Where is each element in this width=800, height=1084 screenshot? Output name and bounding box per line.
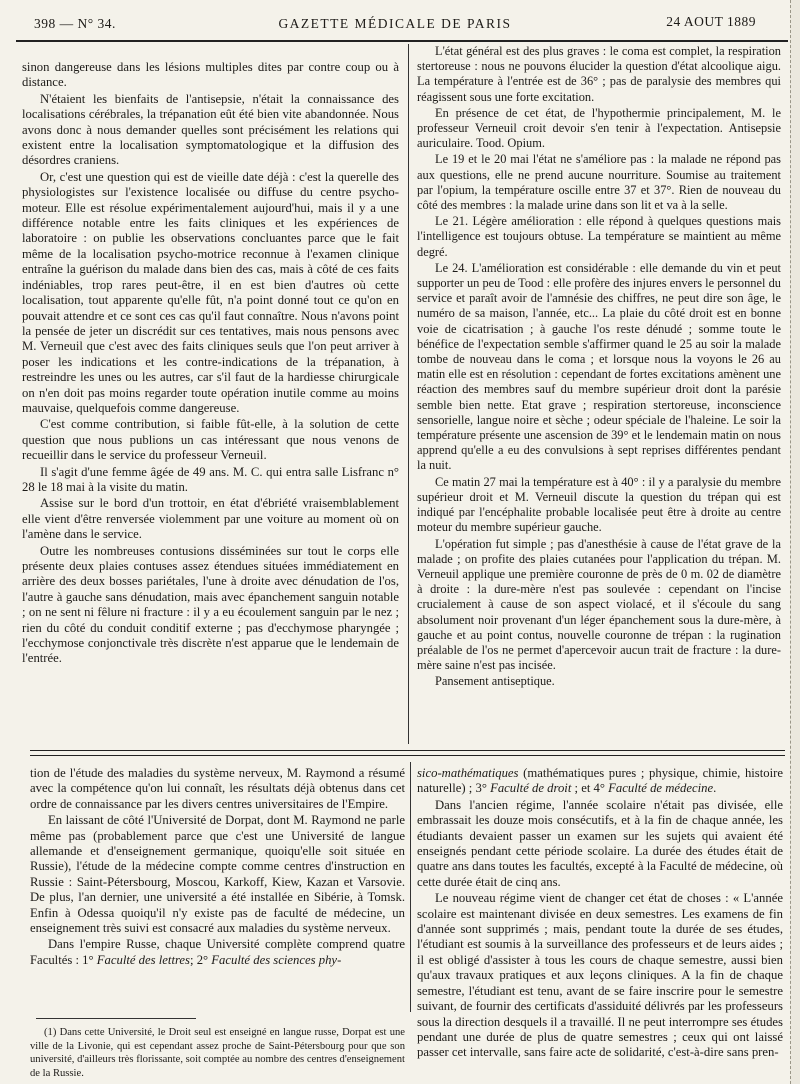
running-header <box>34 12 756 34</box>
issue-date: 24 AOUT 1889 <box>666 14 756 29</box>
upper-right-column <box>417 44 781 691</box>
paragraph: Le 24. L'amélioration est considérable : elle demande du vin et peut supporter un peu de Tood : elle profère des injures envers le personnel du service et paraît avoir de l'amnésie des chiffres, ne peut dire son âge, le numéro de sa maison, l'année, etc... La plaie du côté droit est en bonne voie de cicatrisation ; à gauche l'os reste dénudé ; somme toute le bénéfice de l'expectation semble s'affirmer quand le 25 au soir la malade tombe de nouveau dans le coma ; et lorsque nous la voyons le 26 au matin elle est en résolution : cependant de fortes excitations amènent une réaction des membres sauf du membre supérieur droit dont la parésie semble bien nette. Etat grave ; respiration stertoreuse, inconscience sensorielle, langue noire et sèche ; odeur spéciale de l'haleine. Le soir la température présente une ascension de 39° et le lendemain matin on nous apprend qu'elle a eu des convulsions à sept reprises différentes pendant la nuit. <box>417 260 781 473</box>
upper-left-column <box>22 60 399 668</box>
paragraph: Il s'agit d'une femme âgée de 49 ans. M. C. qui entra salle Lisfranc n° 28 le 18 mai à la visite du matin. <box>22 464 399 494</box>
footnote-rule <box>36 1018 196 1019</box>
paragraph: Le 19 et le 20 mai l'état ne s'améliore pas : la malade ne répond pas aux questions, elle ne prend aucune nourriture. Soumise au traitement par l'opium, la température oscille entre 37 et 37°. Rien de nouveau du côté des membres : la malade urine dans son lit et va à la selle. <box>417 152 781 213</box>
lower-right-column <box>417 766 783 1062</box>
italic-run: Faculté de médecine <box>608 781 714 796</box>
journal-title: GAZETTE MÉDICALE DE PARIS <box>278 16 512 31</box>
text-run: ; 2° <box>190 952 212 967</box>
paragraph: En laissant de côté l'Université de Dorpat, dont M. Raymond ne parle même pas (probablement parce que c'est une Université de langue allemande et d'enseignement germanique, quoiqu'elle soit située en Russie), l'étude de la médecine compte comme centres d'instruction en Russie : Saint-Pétersbourg, Moscou, Karkoff, Kiew, Kazan et Varsovie. De plus, l'an dernier, une université a été installée en Sibérie, à Tomsk. Enfin à Odessa quoiqu'il n'y existe pas de faculté de médecine, un enseignement très suivi est consacré aux maladies du système nerveux. <box>30 813 405 936</box>
section-rule <box>30 750 785 751</box>
paragraph: Le nouveau régime vient de changer cet état de choses : « L'année scolaire est maintenant divisée en deux semestres. Les examens de fin d'année sont supprimés ; mais, pendant toute la durée de ses études, l'étudiant est soumis à la surveillance des professeurs et de leurs aides ; il est obligé d'assister à tous les cours de chaque semestre, aussi bien qu'aux travaux pratiques et aux leçons cliniques. A la fin de chaque semestre, l'étudiant est tenu, avant de se faire inscrire pour le semestre suivant, de fournir des certificats d'assiduité délivrés par les professeurs sous la direction desquels il a travaillé. Il ne peut interrompre ses études pendant une durée de plus de quatre semestres ; ceux qui ont laissé passer cet intervalle, sans faire acte de solidarité, c'est-à-dire sans pren- <box>417 891 783 1060</box>
paragraph: Outre les nombreuses contusions disséminées sur tout le corps elle présente deux plaies contuses assez étendues situées immédiatement en arrière des deux bosses pariétales, l'une à droite avec dénudation de l'os, l'autre à gauche sans dénudation, mais avec épanchement sanguin notable ; on ne sent ni fêlure ni fracture : il y a eu écoulement sanguin par le nez ; rien du côté du conduit conditif externe ; pas d'ecchymose pharyngée ; l'ecchymose conjonctivale très discrète n'est apparue que le lendemain de l'entrée. <box>22 543 399 666</box>
paragraph <box>417 766 783 797</box>
paragraph: C'est comme contribution, si faible fût-elle, à la solution de cette question que nous publions un cas intéressant que nous venons de recueillir dans le service du professeur Verneuil. <box>22 417 399 463</box>
footnote-text: (1) Dans cette Université, le Droit seul est enseigné en langue russe, Dorpat est une ville de la Livonie, qui est cependant assez proche de Saint-Pétersbourg pour que son université, d'ailleurs très florissante, soit comptée au nombre des centres d'enseignement de la Russie. <box>30 1027 405 1079</box>
section-rule <box>30 755 785 756</box>
paragraph: N'étaient les bienfaits de l'antisepsie, n'était la connaissance des localisations cérébrales, la trépanation eût été bien vite abandonnée. Nous avons donc à nous demander quelles sont précisément les relations qui existent entre la localisation symptomatologique et la diffusion des désordres craniens. <box>22 91 399 168</box>
column-divider <box>410 762 411 1012</box>
page-number: 398 — N° 34. <box>34 16 116 31</box>
text-run: (mathématiques pures ; physique, chimie, histoire naturelle) ; 3° <box>417 766 783 796</box>
footnote <box>30 1026 405 1080</box>
italic-run: Faculté des sciences phy- <box>211 952 342 967</box>
paragraph: tion de l'étude des maladies du système nerveux, M. Raymond a résumé avec la compétence qu'on lui connaît, les résultats déjà obtenus dans cet ordre de connaissance par les divers centres universitaires de l'Empire. <box>30 766 405 811</box>
paragraph: Ce matin 27 mai la température est à 40° : il y a paralysie du membre supérieur droit et M. Verneuil discute la question du trépan qui est indiqué par l'encéphalite probable localisée peut être à droite au centre moteur du membre supérieur gauche. <box>417 474 781 535</box>
paragraph: L'état général est des plus graves : le coma est complet, la respiration stertoreuse : nous ne pouvons élucider la question d'état alcoolique aigu. La température à l'entrée est de 36° ; pas de paralysie des membres qui réagissent sous une forte excitation. <box>417 44 781 104</box>
italic-run: Faculté des lettres <box>96 952 190 967</box>
header-rule <box>16 40 788 42</box>
paragraph: Pansement antiseptique. <box>435 674 555 689</box>
paragraph <box>30 937 405 968</box>
text-run: . <box>713 781 717 796</box>
paragraph: En présence de cet état, de l'hypothermie principalement, M. le professeur Verneuil croit devoir s'en tenir à l'expectation. Antisepsie auriculaire. Tood. Opium. <box>417 105 781 151</box>
column-divider <box>408 44 409 744</box>
text-run: ; et 4° <box>571 781 609 796</box>
paragraph: Or, c'est une question qui est de vieille date déjà : c'est la querelle des physiologistes sur l'existence localisée ou diffuse du centre psycho-moteur. Elle est résolue expérimentalement aujourd'hui, mais il y a une différence notable entre les faits cliniques et les expériences de laboratoire : on publie les observations concluantes parce que le fait même de la localisation psycho-motrice reconnue à l'examen clinique entraîne la guérison du malade dans bien des cas, mais à côté de ces faits indéniables, trop rares peut-être, il en est bien d'autres où cette localisation, tout apparente qu'elle fût, n'a point donné tout ce qu'on en pouvait attendre et ce sont ces cas qu'il faut connaître. Nous n'avons point la pensée de jeter un discrédit sur ces tentatives, mais nous pensons avec M. Verneuil que c'est avec des faits cliniques seuls que l'on peut arriver à poser les indications et les contre-indications de la trépanation, à restreindre les unes ou les autres, car s'il faut de la hardiesse chirurgicale on n'en doit pas moins regarder toute opération inutile comme au moins mauvaise, quelquefois comme dangereuse. <box>22 169 399 415</box>
italic-run: sico-mathématiques <box>417 766 519 780</box>
paragraph: Le 21. Légère amélioration : elle répond à quelques questions mais l'intelligence est toujours obtuse. La température se maintient au même degré. <box>417 214 781 259</box>
paragraph: sinon dangereuse dans les lésions multiples dites par contre coup ou à distance. <box>22 60 399 90</box>
italic-run: Faculté de droit <box>490 781 572 796</box>
page-edge <box>790 0 800 1084</box>
text-run: Dans l'empire Russe, chaque Université complète comprend quatre Facultés : 1° <box>30 937 405 967</box>
paragraph: Assise sur le bord d'un trottoir, en état d'ébriété vraisemblablement elle vient d'être renversée violemment par une voiture au moment où on l'amène dans le service. <box>22 496 399 542</box>
paragraph: L'opération fut simple ; pas d'anesthésie à cause de l'état grave de la malade ; on profite des plaies cutanées pour l'application du trépan. M. Verneuil applique une première couronne de près de 0 m. 02 de diamètre à droite : la dure-mère n'est pas soulevée : cependant on l'incise crucialement à cause de son aspect violacé, et il s'écoule du sang absolument noir provenant d'un léger épanchement sous la dure-mère, à gauche et au point contus, nouvelle couronne de trépan : la rugination préalable de l'os ne permet d'apercevoir aucun trait de fracture : la dure-mère saine n'est pas incisée. <box>417 536 781 673</box>
lower-left-column <box>30 766 405 969</box>
paragraph: Dans l'ancien régime, l'année scolaire n'était pas divisée, elle embrassait les douze mois consécutifs, et à la fin de chaque année, les étudiants devaient passer un examen sur les sujets qui avaient été enseignés pendant cette période scolaire. La durée des études était de quatre ans dans toutes les facultés, excepté à la Faculté de médecine, où cette durée était de cinq ans. <box>417 797 783 889</box>
